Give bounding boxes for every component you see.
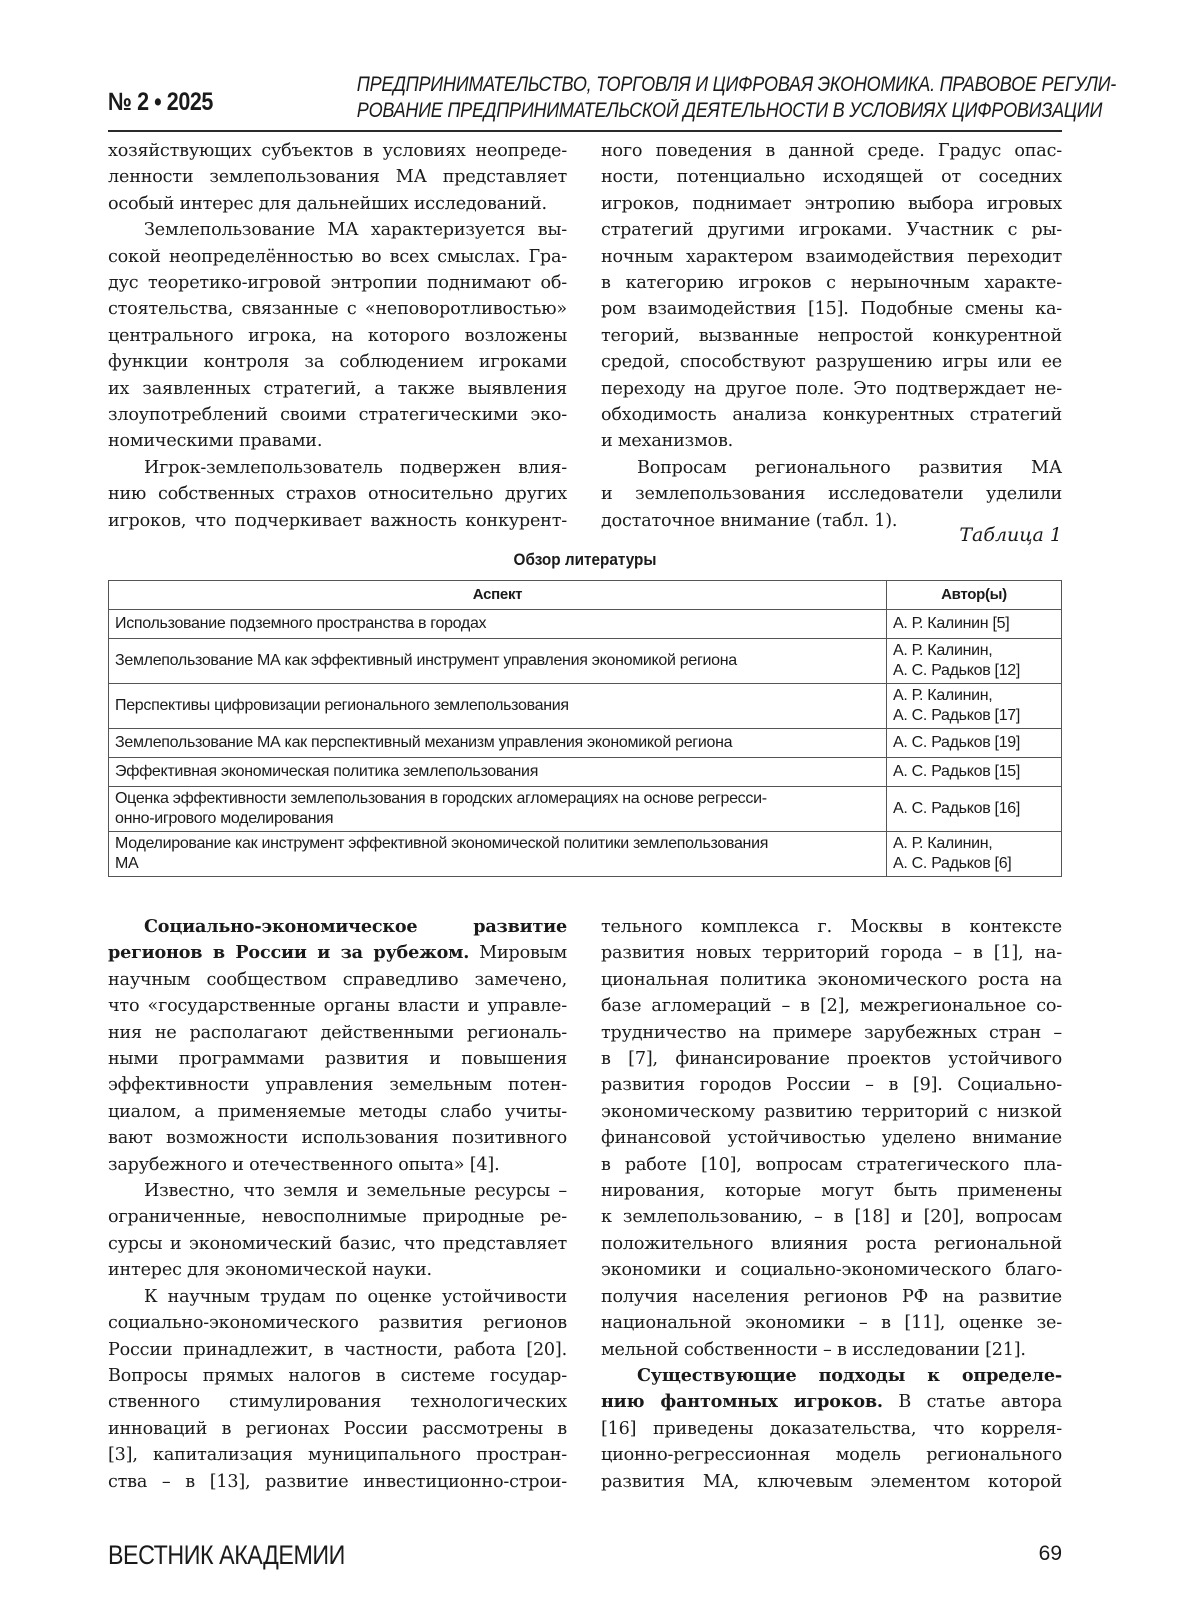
- text-line: ными программами развития и повышения: [108, 1049, 567, 1070]
- text-line: стоятельства, связанные с «неповоротливостью»: [108, 299, 567, 320]
- text-line: развития МА, ключевым элементом которой: [601, 1471, 1062, 1492]
- text-line: ционно-регрессионная модель регионального: [601, 1445, 1062, 1466]
- section-heading-line: [601, 1363, 1062, 1389]
- text-line: нирования, которые могут быть применены: [601, 1181, 1062, 1202]
- text-line: нию собственных страхов относительно других: [108, 484, 567, 505]
- text-line: игроков, поднимает энтропию выбора игровых: [601, 193, 1062, 214]
- text-line: в [7], финансирование проектов устойчивого: [601, 1049, 1062, 1070]
- table-row: [109, 832, 1062, 877]
- section-title: [242, 72, 1117, 124]
- author-line: А. Р. Калинин,: [893, 642, 993, 659]
- table-row: [109, 610, 1062, 639]
- authors-cell: А. С. Радьков [15]: [887, 758, 1062, 787]
- section-title-line: РОВАНИЕ ПРЕДПРИНИМАТЕЛЬСКОЙ ДЕЯТЕЛЬНОСТИ В УСЛОВИЯХ ЦИФРОВИЗАЦИИ: [356, 99, 1103, 122]
- literature-table: [108, 580, 1062, 877]
- text-line: интерес для экономической науки.: [108, 1260, 432, 1281]
- text-line: злоупотреблений своими стратегическими эко-: [108, 405, 567, 426]
- text-column-bottom-left: [108, 914, 567, 1495]
- text-line: развития новых территорий города – в [1], на-: [601, 943, 1062, 964]
- text-line: в работе [10], вопросам стратегического пла-: [601, 1154, 1062, 1175]
- header-divider: [108, 130, 1062, 132]
- aspect-line: Оценка эффективности землепользования в городских агломерациях на основе регресси-: [115, 790, 767, 807]
- text-line: Землепользование МА характеризуется вы-: [144, 220, 567, 241]
- text-column-bottom-right: [601, 914, 1062, 1495]
- aspect-cell: [109, 787, 887, 832]
- text-line: экономики и социально-экономического благо-: [601, 1260, 1062, 1281]
- section-heading: регионов в России и за рубежом.: [108, 942, 470, 964]
- table-row: [109, 729, 1062, 758]
- issue-number: № 2 • 2025: [108, 88, 213, 116]
- text-line: и механизмов.: [601, 431, 734, 452]
- text-line: циональная политика экономического роста на: [601, 969, 1062, 990]
- text-line: обходимость анализа конкурентных стратегий: [601, 405, 1062, 426]
- text-line: тегорий, вызванные непростой конкурентной: [601, 325, 1062, 346]
- aspect-cell: Эффективная экономическая политика землепользования: [109, 758, 887, 787]
- text-line: финансовой устойчивостью уделено внимание: [601, 1128, 1062, 1149]
- text-line: получия населения регионов РФ на развитие: [601, 1286, 1062, 1307]
- aspect-cell: Землепользование МА как перспективный механизм управления экономикой региона: [109, 729, 887, 758]
- journal-name: ВЕСТНИК АКАДЕМИИ: [108, 1540, 345, 1570]
- text-line: достаточное внимание (табл. 1).: [601, 510, 898, 531]
- text-line: [3], капитализация муниципального простран-: [108, 1445, 567, 1466]
- text-line: средой, способствуют разрушению игры или ее: [601, 352, 1062, 373]
- aspect-cell: Использование подземного пространства в городах: [109, 610, 887, 639]
- text-line: ленности землепользования МА представляет: [108, 167, 567, 188]
- text-line: вают возможности использования позитивного: [108, 1128, 567, 1149]
- section-heading: нию фантомных игроков.: [601, 1391, 883, 1413]
- section-heading-line: [108, 914, 567, 940]
- aspect-line: МА: [115, 855, 139, 872]
- table-row: [109, 684, 1062, 729]
- table-row: [109, 758, 1062, 787]
- text-line: положительного влияния роста региональной: [601, 1233, 1062, 1254]
- text-fragment: Мировым: [469, 943, 567, 964]
- text-column-top-left: [108, 138, 567, 534]
- text-line: [601, 1389, 1062, 1415]
- text-line: номическими правами.: [108, 431, 323, 452]
- text-line: экономическому развитию территорий с низкой: [601, 1101, 1062, 1122]
- text-line: ограниченные, невосполнимые природные ре-: [108, 1207, 567, 1228]
- author-line: А. С. Радьков [12]: [893, 662, 1021, 679]
- text-line: игроков, что подчеркивает важность конкурент-: [108, 510, 567, 531]
- text-line: ного поведения в данной среде. Градус опас-: [601, 141, 1062, 161]
- text-fragment: В статье автора: [882, 1392, 1062, 1413]
- text-line: переходу на другое поле. Это подтверждает не-: [601, 378, 1062, 399]
- text-line: ности, потенциально исходящей от соседних: [601, 167, 1062, 188]
- authors-cell: А. С. Радьков [19]: [887, 729, 1062, 758]
- author-line: А. Р. Калинин,: [893, 687, 993, 704]
- text-line: особый интерес для дальнейших исследований.: [108, 193, 547, 214]
- text-line: Вопросы прямых налогов в системе государ-: [108, 1365, 567, 1386]
- table-row: [109, 787, 1062, 832]
- table-title: Обзор литературы: [513, 550, 657, 569]
- column-header-authors: Автор(ы): [887, 581, 1062, 610]
- text-line: что «государственные органы власти и управле-: [108, 996, 567, 1017]
- text-line: ства – в [13], развитие инвестиционно-строи-: [108, 1471, 567, 1492]
- author-line: А. С. Радьков [17]: [893, 707, 1021, 724]
- authors-cell: [887, 684, 1062, 729]
- table-caption: Таблица 1: [959, 524, 1062, 546]
- text-line: их заявленных стратегий, а также выявления: [108, 378, 567, 399]
- authors-cell: [887, 832, 1062, 877]
- aspect-line: Моделирование как инструмент эффективной экономической политики землепользования: [115, 835, 769, 852]
- aspect-cell: Перспективы цифровизации регионального землепользования: [109, 684, 887, 729]
- table-row: [109, 639, 1062, 684]
- text-line: научным сообществом справедливо замечено,: [108, 969, 567, 990]
- text-column-top-right: [601, 138, 1062, 534]
- authors-cell: [887, 639, 1062, 684]
- aspect-cell: [109, 832, 887, 877]
- text-line: мельной собственности – в исследовании [21].: [601, 1339, 1026, 1360]
- text-line: сокой неопределённостью во всех смыслах. Гра-: [108, 246, 567, 267]
- text-line: ственного стимулирования технологических: [108, 1392, 567, 1413]
- text-line: дус теоретико-игровой энтропии поднимают об-: [108, 273, 567, 294]
- text-line: [16] приведены доказательства, что корреля-: [601, 1418, 1062, 1439]
- text-line: социально-экономического развития регионов: [108, 1313, 567, 1334]
- page-number: 69: [1038, 1542, 1062, 1565]
- text-line: инноваций в регионах России рассмотрены в: [108, 1418, 567, 1439]
- text-line: функции контроля за соблюдением игроками: [108, 352, 567, 373]
- section-heading: Существующие подходы к определе-: [637, 1364, 1062, 1386]
- authors-cell: А. Р. Калинин [5]: [887, 610, 1062, 639]
- text-line: и землепользования исследователи уделили: [601, 484, 1062, 505]
- text-line: стратегий другими игроками. Участник с ры-: [601, 220, 1062, 241]
- text-line: эффективности управления земельным потен-: [108, 1075, 567, 1096]
- text-line: сурсы и экономический базис, что представляет: [108, 1233, 567, 1254]
- section-heading: Социально-экономическое развитие: [144, 916, 567, 937]
- text-line: зарубежного и отечественного опыта» [4].: [108, 1154, 500, 1175]
- text-line: в категорию игроков с нерыночным характе-: [601, 273, 1062, 294]
- text-line: [108, 940, 567, 966]
- text-line: ром взаимодействия [15]. Подобные смены ка-: [601, 299, 1062, 320]
- text-line: ночным характером взаимодействия переходит: [601, 246, 1062, 267]
- text-line: базе агломераций – в [2], межрегиональное со-: [601, 996, 1062, 1017]
- text-line: национальной экономики – в [11], оценке зе-: [601, 1313, 1062, 1334]
- aspect-cell: Землепользование МА как эффективный инструмент управления экономикой региона: [109, 639, 887, 684]
- text-line: тельного комплекса г. Москвы в контексте: [601, 917, 1062, 937]
- section-title-line: ПРЕДПРИНИМАТЕЛЬСТВО, ТОРГОВЛЯ И ЦИФРОВАЯ ЭКОНОМИКА. ПРАВОВОЕ РЕГУЛИ-: [356, 73, 1117, 96]
- text-line: развития городов России – в [9]. Социально-: [601, 1075, 1062, 1096]
- text-line: Вопросам регионального развития МА: [637, 457, 1062, 478]
- text-line: Игрок-землепользователь подвержен влия-: [144, 457, 567, 478]
- text-line: К научным трудам по оценке устойчивости: [144, 1286, 567, 1307]
- text-line: циалом, а применяемые методы слабо учиты-: [108, 1101, 567, 1122]
- text-line: к землепользованию, – в [18] и [20], вопросам: [601, 1207, 1062, 1228]
- text-line: ния не располагают действенными региональ-: [108, 1022, 567, 1043]
- author-line: А. С. Радьков [6]: [893, 855, 1012, 872]
- column-header-aspect: Аспект: [109, 581, 887, 610]
- authors-cell: А. С. Радьков [16]: [887, 787, 1062, 832]
- author-line: А. Р. Калинин,: [893, 835, 993, 852]
- aspect-line: онно-игрового моделирования: [115, 810, 334, 827]
- text-line: хозяйствующих субъектов в условиях неопреде-: [108, 141, 567, 161]
- table-header-row: [109, 581, 1062, 610]
- text-line: Известно, что земля и земельные ресурсы –: [144, 1181, 567, 1202]
- text-line: центрального игрока, на которого возложены: [108, 325, 567, 346]
- text-line: трудничество на примере зарубежных стран –: [601, 1022, 1062, 1043]
- text-line: России принадлежит, в частности, работа [20].: [108, 1339, 567, 1360]
